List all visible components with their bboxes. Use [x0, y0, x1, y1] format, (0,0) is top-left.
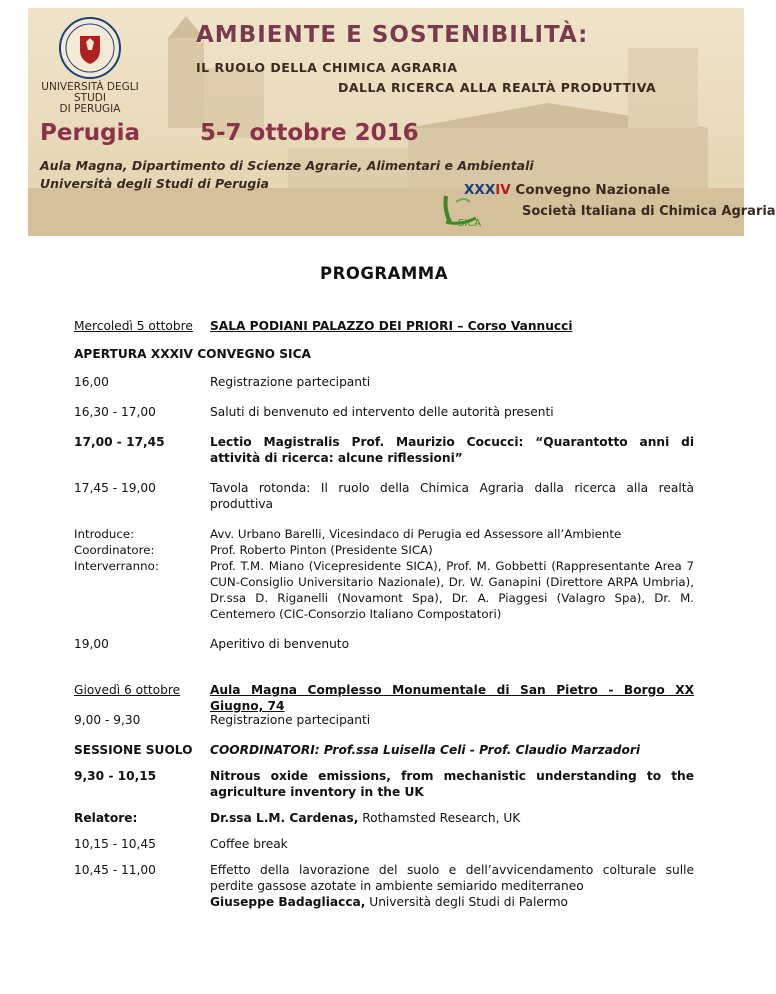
role-names: [210, 526, 694, 622]
university-name-line1: UNIVERSITÀ DEGLI STUDI: [41, 81, 139, 104]
role-label-speakers: Interverranno:: [74, 559, 159, 573]
speaker-name: Dr.ssa L.M. Cardenas,: [210, 811, 359, 825]
schedule-time: 16,00: [74, 375, 109, 389]
convegno-label: Convegno Nazionale: [515, 182, 671, 198]
university-name: [32, 82, 148, 115]
society-name: Società Italiana di Chimica Agraria: [522, 204, 776, 219]
schedule-time: 10,45 - 11,00: [74, 863, 156, 877]
conference-banner: [28, 8, 776, 236]
schedule-time: 17,45 - 19,00: [74, 481, 156, 495]
day2-venue: Aula Magna Complesso Monumentale di San Pietro - Borgo XX Giugno, 74: [210, 683, 694, 713]
conference-title: AMBIENTE E SOSTENIBILITÀ:: [196, 22, 589, 48]
role-label-coordinator: Coordinatore:: [74, 543, 155, 557]
talk-author-line: [210, 894, 694, 910]
schedule-activity: Registrazione partecipanti: [210, 713, 371, 727]
speaker-info: [210, 810, 694, 826]
conference-city: Perugia: [40, 120, 141, 146]
schedule-time: 9,30 - 10,15: [74, 769, 157, 783]
schedule-activity: Nitrous oxide emissions, from mechanistic understanding to the agriculture inventory in the UK: [210, 769, 694, 799]
programme-title: PROGRAMMA: [320, 264, 448, 283]
conference-subtitle-1: IL RUOLO DELLA CHIMICA AGRARIA: [196, 60, 458, 75]
talk-title: Effetto della lavorazione del suolo e dell’avvicendamento colturale sulle perdite gassose azotate in ambiente semiarido mediterraneo: [210, 863, 694, 893]
role-labels: [74, 526, 204, 574]
opening-heading: APERTURA XXXIV CONVEGNO SICA: [74, 347, 311, 361]
speakers-list: Prof. T.M. Miano (Vicepresidente SICA), Prof. M. Gobbetti (Rappresentante Area 7 CUN-Consiglio Universitario Nazionale), Dr. W. Ganapini (Direttore ARPA Umbria), Dr.ssa D. Riganelli (Novamont Spa), Dr. A. Piaggesi (Valagro Spa), Dr. M. Centemero (CIC-Consorzio Italiano Compostatori): [210, 559, 694, 621]
speaker-label: Relatore:: [74, 811, 138, 825]
speaker-affiliation: Rothamsted Research, UK: [358, 811, 521, 825]
schedule-activity: Registrazione partecipanti: [210, 375, 371, 389]
day1-venue: SALA PODIANI PALAZZO DEI PRIORI – Corso Vannucci: [210, 319, 573, 333]
conference-dates: 5-7 ottobre 2016: [200, 120, 419, 146]
sica-logo-text: SICA: [458, 218, 482, 229]
schedule-activity: Aperitivo di benvenuto: [210, 637, 350, 651]
schedule-activity: Lectio Magistralis Prof. Maurizio Cocucci: “Quarantotto anni di attività di ricerca: alcune riflessioni”: [210, 435, 694, 465]
conference-subtitle-2: DALLA RICERCA ALLA REALTÀ PRODUTTIVA: [338, 80, 657, 95]
introducer-name: Avv. Urbano Barelli, Vicesindaco di Perugia ed Assessore all’Ambiente: [210, 527, 622, 541]
schedule-activity: [210, 862, 694, 910]
venue-line-1: Aula Magna, Dipartimento di Scienze Agrarie, Alimentari e Ambientali: [40, 158, 534, 173]
university-crest-logo: [58, 16, 122, 80]
day2-label: Giovedì 6 ottobre: [74, 683, 181, 697]
coordinator-name: Prof. Roberto Pinton (Presidente SICA): [210, 543, 433, 557]
convegno-number-iv: IV: [495, 182, 511, 198]
talk-author: Giuseppe Badagliacca,: [210, 895, 366, 909]
talk-affiliation: Università degli Studi di Palermo: [365, 895, 569, 909]
schedule-activity: Saluti di benvenuto ed intervento delle autorità presenti: [210, 405, 554, 419]
venue-line-2: Università degli Studi di Perugia: [40, 176, 269, 191]
schedule-time: 9,00 - 9,30: [74, 713, 141, 727]
session-coordinators: COORDINATORI: Prof.ssa Luisella Celi - Prof. Claudio Marzadori: [210, 743, 641, 757]
schedule-time: 17,00 - 17,45: [74, 435, 165, 449]
schedule-time: 16,30 - 17,00: [74, 405, 156, 419]
schedule-time: 10,15 - 10,45: [74, 837, 156, 851]
schedule-activity: Coffee break: [210, 837, 288, 851]
session-label: SESSIONE SUOLO: [74, 743, 193, 757]
convegno-line: [464, 182, 670, 198]
role-label-introduce: Introduce:: [74, 527, 135, 541]
schedule-activity: Tavola rotonda: Il ruolo della Chimica Agraria dalla ricerca alla realtà produttiva: [210, 481, 694, 511]
convegno-number-xxx: XXX: [464, 182, 496, 198]
day1-label: Mercoledì 5 ottobre: [74, 319, 193, 333]
university-name-line2: DI PERUGIA: [59, 103, 121, 115]
schedule-time: 19,00: [74, 637, 109, 651]
